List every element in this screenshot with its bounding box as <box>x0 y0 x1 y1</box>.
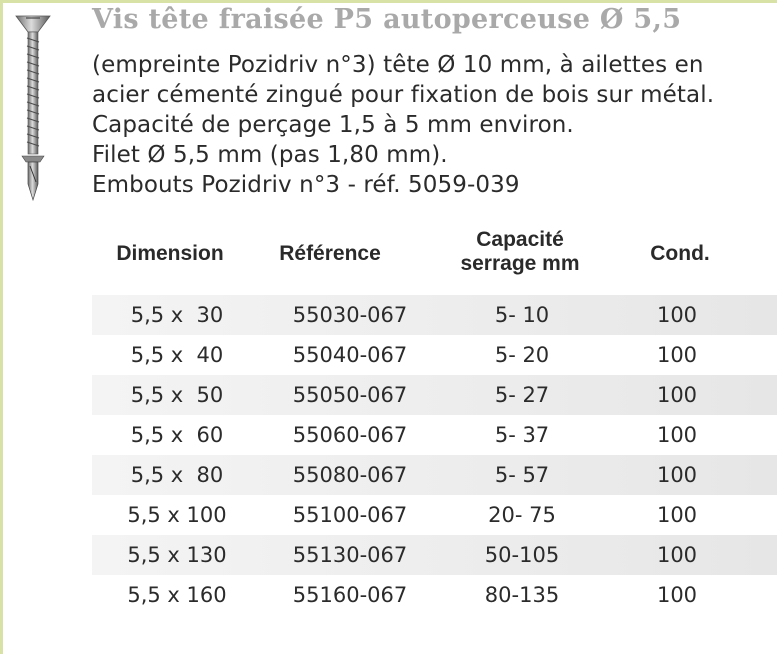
cell-dimension: 5,5 x 40 <box>130 343 224 367</box>
table-row <box>92 535 777 575</box>
cell-cond: 100 <box>656 303 698 327</box>
cell-capacite: 50-105 <box>484 543 560 567</box>
cell-reference: 55100-067 <box>292 503 408 527</box>
cell-capacite: 80-135 <box>484 583 560 607</box>
cell-dimension: 5,5 x 130 <box>127 543 227 567</box>
header-capacite-line1: Capacité <box>476 228 564 251</box>
cell-cond: 100 <box>656 503 698 527</box>
product-table <box>100 228 777 607</box>
table-body <box>92 295 777 615</box>
cell-reference: 55040-067 <box>292 343 408 367</box>
cell-reference: 55050-067 <box>292 383 408 407</box>
self-drilling-screw-icon <box>14 6 52 206</box>
description-line: Embouts Pozidriv n°3 - réf. 5059-039 <box>92 172 520 198</box>
cell-dimension: 5,5 x 100 <box>127 503 227 527</box>
frame-border-left <box>0 0 3 654</box>
cell-dimension: 5,5 x 60 <box>130 423 224 447</box>
cell-cond: 100 <box>656 583 698 607</box>
table-row <box>92 335 777 375</box>
cell-reference: 55130-067 <box>292 543 408 567</box>
cell-cond: 100 <box>656 423 698 447</box>
cell-dimension: 5,5 x 30 <box>130 303 224 327</box>
description-line: acier cémenté zingué pour fixation de bois sur métal. <box>92 82 715 108</box>
cell-reference: 55060-067 <box>292 423 408 447</box>
cell-capacite: 5- 37 <box>494 423 550 447</box>
cell-dimension: 5,5 x 80 <box>130 463 224 487</box>
cell-reference: 55030-067 <box>292 303 408 327</box>
header-capacite <box>445 228 595 276</box>
description-line: (empreinte Pozidriv n°3) tête Ø 10 mm, à ailettes en <box>92 52 704 78</box>
table-row <box>92 375 777 415</box>
table-row <box>92 415 777 455</box>
cell-dimension: 5,5 x 160 <box>127 583 227 607</box>
header-reference: Référence <box>279 242 381 265</box>
table-row <box>92 295 777 335</box>
table-header <box>100 228 777 288</box>
product-title: Vis tête fraisée P5 autoperceuse Ø 5,5 <box>92 4 682 35</box>
frame-border-top <box>0 0 777 3</box>
cell-capacite: 5- 57 <box>494 463 550 487</box>
cell-cond: 100 <box>656 383 698 407</box>
description-line: Filet Ø 5,5 mm (pas 1,80 mm). <box>92 142 448 168</box>
cell-capacite: 5- 10 <box>494 303 550 327</box>
cell-cond: 100 <box>656 543 698 567</box>
cell-dimension: 5,5 x 50 <box>130 383 224 407</box>
table-row <box>92 455 777 495</box>
cell-cond: 100 <box>656 463 698 487</box>
description-line: Capacité de perçage 1,5 à 5 mm environ. <box>92 112 574 138</box>
cell-reference: 55160-067 <box>292 583 408 607</box>
cell-capacite: 5- 20 <box>494 343 550 367</box>
header-capacite-line2: serrage mm <box>460 252 580 275</box>
table-row <box>92 575 777 615</box>
header-cond: Cond. <box>650 242 710 265</box>
header-dimension: Dimension <box>116 242 224 265</box>
cell-capacite: 5- 27 <box>494 383 550 407</box>
table-row <box>92 495 777 535</box>
product-description <box>92 50 714 200</box>
cell-capacite: 20- 75 <box>488 503 556 527</box>
cell-reference: 55080-067 <box>292 463 408 487</box>
cell-cond: 100 <box>656 343 698 367</box>
